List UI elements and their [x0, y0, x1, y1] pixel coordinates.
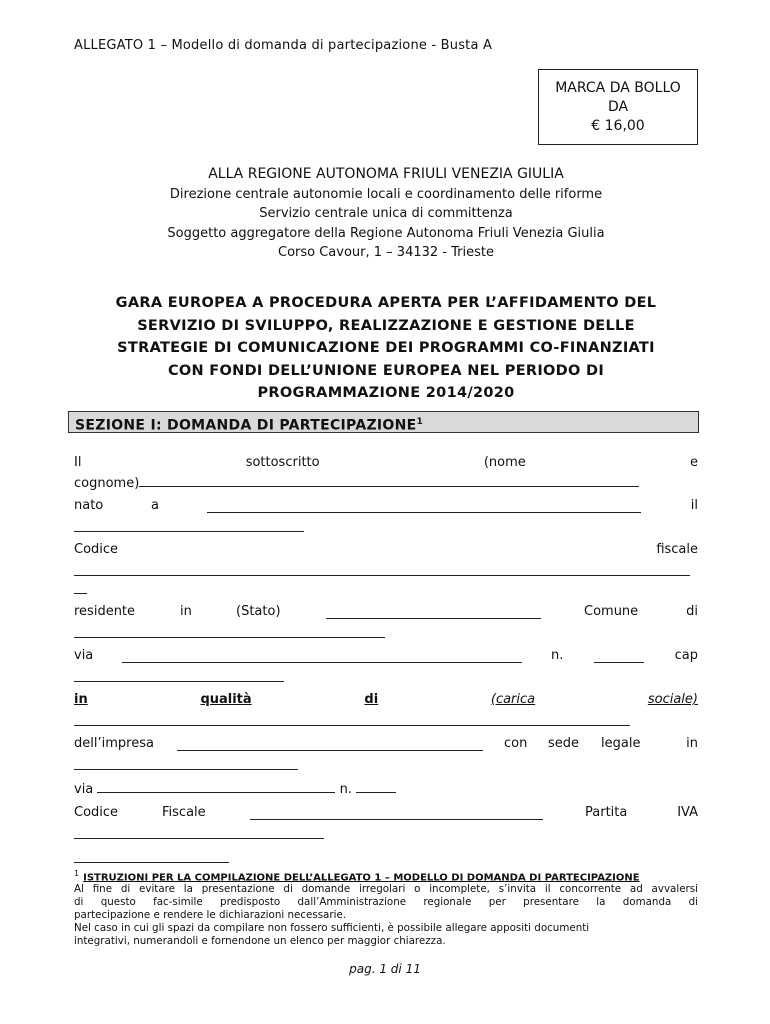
birthdate-field[interactable] — [74, 519, 304, 532]
tax-code-field-cont: __ — [74, 580, 87, 595]
label-word: via — [74, 648, 94, 663]
addressee-service: Servizio centrale unica di committenza — [259, 206, 513, 221]
company-street-number-field[interactable] — [356, 780, 396, 793]
page-number: pag. 1 di 11 — [349, 962, 421, 976]
vat-number-field[interactable] — [74, 826, 324, 839]
field-row-signatory — [74, 455, 698, 470]
residence-state-field[interactable] — [326, 606, 541, 619]
tender-title — [74, 292, 698, 405]
section-title: SEZIONE I: DOMANDA DI PARTECIPAZIONE — [75, 417, 417, 434]
label-word: di — [686, 604, 698, 619]
tax-code-field[interactable] — [74, 563, 690, 576]
footnote-title-text: ISTRUZIONI PER LA COMPILAZIONE DELL’ALLEGATO 1 – MODELLO DI DOMANDA DI PARTECIPAZIONE — [83, 872, 640, 884]
registered-office-field[interactable] — [74, 757, 298, 770]
footnote-number: 1 — [74, 869, 80, 878]
label-word: cognome) — [74, 476, 140, 491]
label-word: e — [690, 455, 698, 470]
label-word: dell’impresa — [74, 736, 154, 751]
label-word: Codice — [74, 542, 119, 557]
footnote-line: partecipazione e rendere le dichiarazioni necessarie. — [74, 909, 347, 921]
label-word: cap — [674, 648, 698, 663]
label-word: sociale) — [647, 692, 698, 707]
footnote-line: Nel caso in cui gli spazi da compilare non fossero sufficienti, è possibile allegare appositi documenti — [74, 922, 590, 934]
residence-municipality-field[interactable] — [74, 625, 385, 638]
name-surname-field[interactable] — [139, 474, 639, 487]
label-word: IVA — [677, 805, 698, 820]
label-word: Comune — [584, 604, 639, 619]
addressee-directorate: Direzione centrale autonomie locali e coordinamento delle riforme — [169, 187, 603, 202]
field-row-street — [74, 648, 698, 663]
label-word: in — [180, 604, 192, 619]
label-word: residente — [74, 604, 136, 619]
company-tax-code-field[interactable] — [250, 807, 543, 820]
footnote-title — [74, 869, 640, 883]
postal-code-field[interactable] — [74, 669, 284, 682]
field-row-residence — [74, 604, 698, 619]
label-word: nato — [74, 498, 104, 513]
field-row-company-street — [74, 780, 396, 797]
document-header: ALLEGATO 1 – Modello di domanda di partecipazione - Busta A — [74, 38, 493, 53]
label-word: fiscale — [656, 542, 698, 557]
label-word: di — [364, 692, 379, 707]
company-street-field[interactable] — [97, 780, 335, 793]
field-row-company-tax — [74, 805, 698, 820]
label-word: (carica — [490, 692, 536, 707]
label-word: n. — [339, 782, 352, 797]
street-number-field[interactable] — [594, 650, 644, 663]
field-row-signatory-cont — [74, 474, 639, 491]
footnote-line: Al fine di evitare la presentazione di domande irregolari o incomplete, s’invita il concorrente ad avvalersi — [74, 883, 698, 895]
birthplace-field[interactable] — [207, 500, 641, 513]
role-field[interactable] — [74, 713, 630, 726]
label-word: in — [74, 692, 88, 707]
label-word: n. — [551, 648, 564, 663]
label-word: in — [686, 736, 698, 751]
tender-title-line: GARA EUROPEA A PROCEDURA APERTA PER L’AFFIDAMENTO DEL — [115, 295, 657, 311]
section-header — [68, 411, 699, 433]
label-word: Partita — [585, 805, 628, 820]
tender-title-line: SERVIZIO DI SVILUPPO, REALIZZAZIONE E GESTIONE DELLE — [137, 317, 635, 334]
footnote-separator — [74, 862, 229, 863]
label-word: a — [151, 498, 159, 513]
field-row-company — [74, 736, 698, 751]
revenue-stamp-box — [538, 69, 698, 145]
label-word: sede — [548, 736, 580, 751]
tender-title-line: CON FONDI DELL’UNIONE EUROPEA NEL PERIODO DI — [167, 362, 605, 379]
company-name-field[interactable] — [177, 738, 483, 751]
field-row-role — [74, 692, 698, 707]
label-word: sottoscritto — [245, 455, 320, 470]
footnote-line: integrativi, numerandoli e fornendone un elenco per maggior chiarezza. — [74, 935, 446, 947]
stamp-line-3: € 16,00 — [591, 118, 645, 134]
label-word: (Stato) — [236, 604, 281, 619]
footnote-ref: 1 — [416, 417, 424, 427]
stamp-line-2: DA — [607, 99, 629, 115]
tender-title-line: STRATEGIE DI COMUNICAZIONE DEI PROGRAMMI CO-FINANZIATI — [117, 340, 655, 356]
label-word: Il — [74, 455, 82, 470]
label-word: qualità — [200, 692, 252, 707]
label-word: il — [690, 498, 698, 513]
label-word: via — [74, 782, 94, 797]
addressee-aggregator: Soggetto aggregatore della Regione Autonoma Friuli Venezia Giulia — [167, 226, 605, 241]
street-field[interactable] — [122, 650, 522, 663]
tender-title-line: PROGRAMMAZIONE 2014/2020 — [257, 385, 515, 401]
label-word: (nome — [483, 455, 526, 470]
field-row-tax-code — [74, 542, 698, 557]
label-word: con — [504, 736, 528, 751]
addressee-region: ALLA REGIONE AUTONOMA FRIULI VENEZIA GIULIA — [208, 166, 564, 182]
field-row-birth — [74, 498, 698, 513]
stamp-line-1: MARCA DA BOLLO — [555, 80, 681, 96]
label-word: Fiscale — [162, 805, 206, 820]
footnote-line: di questo fac-simile predisposto dall’Amministrazione regionale per presentare la domanda di — [74, 896, 698, 908]
label-word: legale — [601, 736, 641, 751]
label-word: Codice — [74, 805, 119, 820]
addressee-street: Corso Cavour, 1 – 34132 - Trieste — [278, 245, 494, 260]
